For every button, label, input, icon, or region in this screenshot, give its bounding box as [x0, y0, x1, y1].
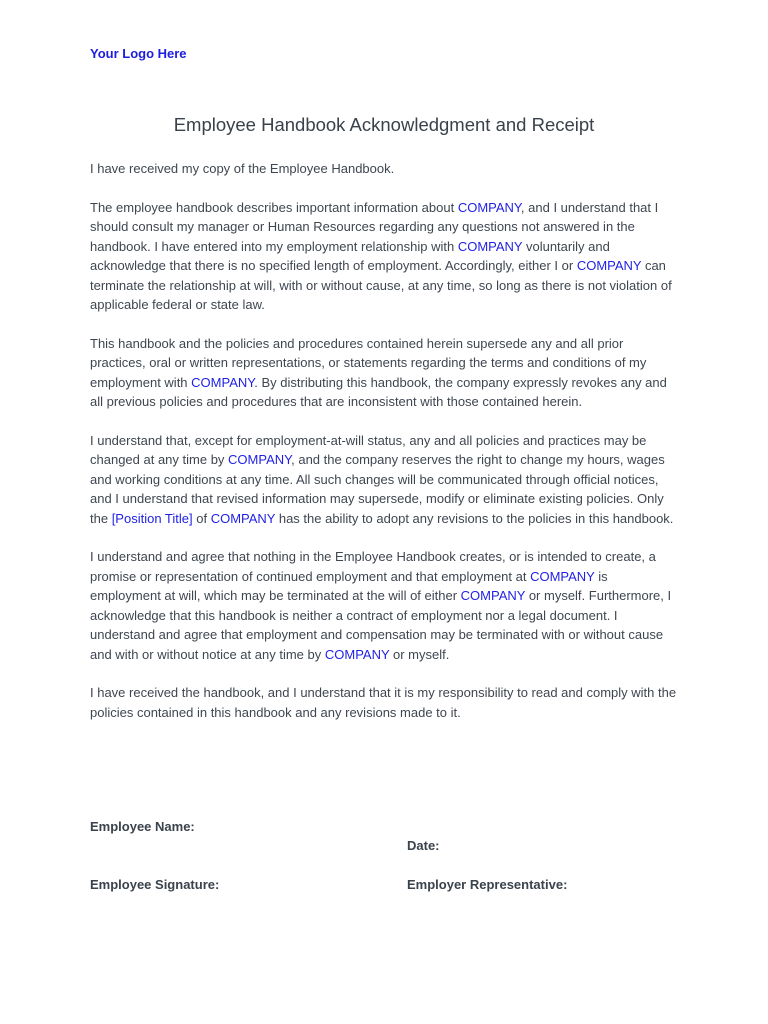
paragraph-text: I understand that, except for employment-at-will status, any and all policies and practices may be changed at any time by — [90, 432, 647, 467]
placeholder-highlight: COMPANY — [576, 258, 642, 273]
body-paragraph — [90, 547, 680, 664]
body-paragraph — [90, 431, 680, 529]
body-paragraph — [90, 198, 680, 315]
paragraph-text: I have received my copy of the Employee Handbook. — [90, 161, 395, 176]
body-paragraph — [90, 683, 680, 722]
employee-signature-label: Employee Signature: — [90, 877, 220, 892]
employee-name-label: Employee Name: — [90, 819, 195, 834]
paragraph-text: The employee handbook describes important information about — [90, 199, 458, 215]
placeholder-highlight: [Position Title] — [111, 510, 193, 526]
paragraph-text: I have received the handbook, and I understand that it is my responsibility to read and comply with the policies contained in this handbook and any revisions made to it. — [90, 685, 677, 720]
placeholder-highlight: COMPANY — [228, 452, 292, 467]
employer-representative-label: Employer Representative: — [407, 877, 568, 892]
paragraph-text: . By distributing this handbook, the company expressly revokes any and all previous policies and procedures that are inconsistent with those contained herein. — [90, 374, 667, 409]
body-paragraph — [90, 334, 680, 412]
paragraph-text: , and the company reserves the right to change my hours, wages and working conditions at any time. All such changes will be communicated through official notices, and I understand that revised information may supersede, modify or eliminate existing policies. Only the — [90, 452, 665, 526]
placeholder-highlight: COMPANY — [530, 568, 595, 584]
paragraph-text: I understand and agree that nothing in the Employee Handbook creates, or is intended to create, a promise or representation of continued employment and that employment at — [90, 549, 656, 584]
paragraph-text: has the ability to adopt any revisions to the policies in this handbook. — [275, 510, 674, 526]
date-label: Date: — [407, 838, 440, 853]
paragraph-text: or myself. Furthermore, I acknowledge that this handbook is neither a contract of employment nor a legal document. I understand and agree that employment and compensation may be terminated with or without cause and with or without notice at any time by — [90, 588, 672, 662]
paragraph-text: This handbook and the policies and procedures contained herein supersede any and all prior practices, oral or written representations, or statements regarding the terms and conditions of my employment with — [90, 335, 647, 390]
document-title: Employee Handbook Acknowledgment and Receipt — [173, 114, 595, 135]
placeholder-highlight: COMPANY — [191, 374, 255, 390]
paragraph-text: voluntarily and acknowledge that there is no specified length of employment. Accordingly, either I or — [90, 238, 610, 273]
paragraph-text: is employment at will, which may be terminated at the will of either — [90, 568, 608, 603]
placeholder-highlight: COMPANY — [457, 199, 521, 215]
placeholder-highlight: COMPANY — [324, 646, 390, 662]
document-body — [90, 159, 680, 741]
placeholder-highlight: COMPANY — [210, 510, 276, 526]
paragraph-text: of — [192, 510, 211, 526]
placeholder-highlight: COMPANY — [457, 238, 523, 254]
logo-placeholder: Your Logo Here — [90, 46, 187, 61]
body-paragraph — [90, 159, 680, 179]
paragraph-text: , and I understand that I should consult my manager or Human Resources regarding any questions not answered in the handbook. I have entered into my employment relationship with — [90, 199, 659, 254]
paragraph-text: or myself. — [389, 646, 450, 662]
paragraph-text: can terminate the relationship at will, with or without cause, at any time, so long as there is not violation of applicable federal or state law. — [90, 258, 672, 312]
placeholder-highlight: COMPANY — [460, 588, 526, 603]
